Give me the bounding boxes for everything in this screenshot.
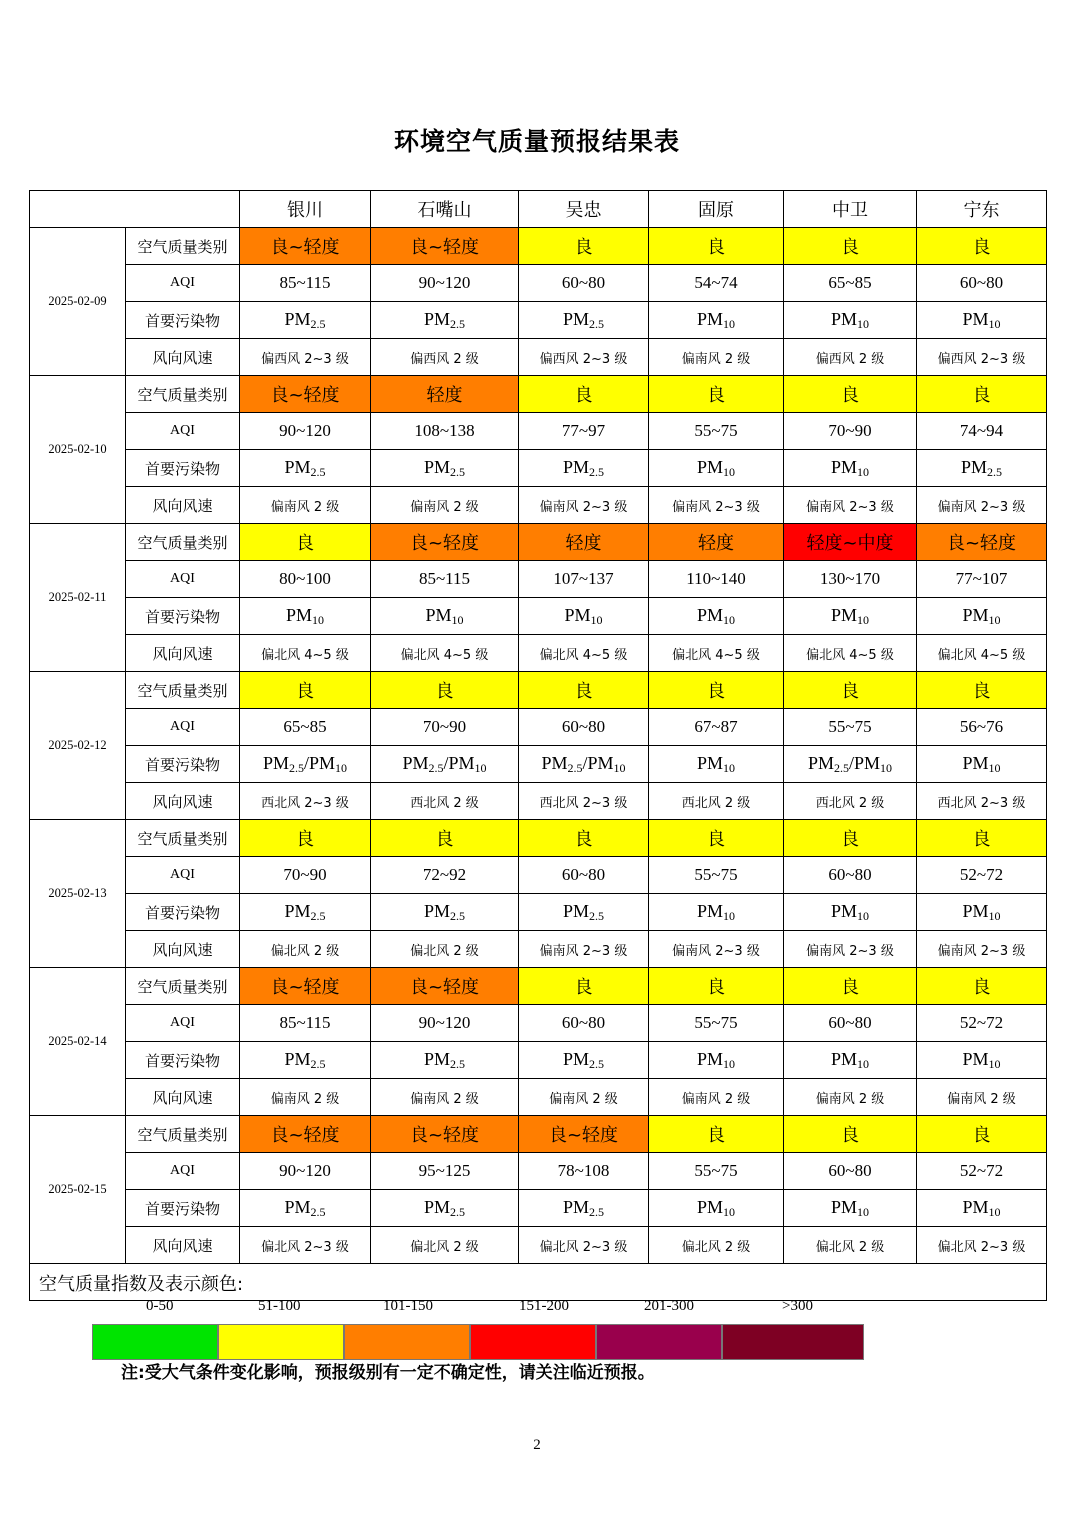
header-corner-cell: [30, 191, 240, 228]
day-category-row: [30, 820, 1047, 857]
day-wind-row: [30, 1227, 1047, 1264]
wind-cell: 偏北风 2~3 级: [917, 1227, 1047, 1264]
aqi-cell: 52~72: [917, 1153, 1047, 1190]
forecast-date: 2025-02-14: [30, 968, 126, 1116]
aqi-cell: 55~75: [649, 413, 784, 450]
wind-cell: 偏南风 2~3 级: [649, 487, 784, 524]
wind-cell: 偏南风 2~3 级: [917, 931, 1047, 968]
day-wind-row: [30, 1079, 1047, 1116]
wind-cell: 偏北风 2 级: [784, 1227, 917, 1264]
day-aqi-row: [30, 561, 1047, 598]
day-wind-row: [30, 339, 1047, 376]
day-pollutant-row: [30, 1190, 1047, 1227]
forecast-date: 2025-02-11: [30, 524, 126, 672]
category-cell: 良: [917, 376, 1047, 413]
aqi-cell: 67~87: [649, 709, 784, 746]
category-cell: 良~轻度: [371, 524, 519, 561]
legend-title: 空气质量指数及表示颜色:: [39, 1274, 244, 1295]
category-cell: 良: [917, 672, 1047, 709]
wind-cell: 偏北风 2 级: [371, 931, 519, 968]
aqi-cell: 60~80: [519, 1005, 649, 1042]
aqi-legend: [30, 1264, 1047, 1314]
forecast-table-body: [30, 191, 1047, 1264]
pollutant-cell: $PM_{2.5}/PM_{10}$: [784, 746, 917, 783]
forecast-date: 2025-02-15: [30, 1116, 126, 1264]
pollutant-cell: $PM_{2.5}$: [371, 1190, 519, 1227]
day-aqi-row: [30, 709, 1047, 746]
category-cell: 良: [519, 820, 649, 857]
row-label-pollutant: 首要污染物: [126, 1042, 240, 1079]
pollutant-cell: $PM_{10}$: [784, 302, 917, 339]
wind-cell: 偏北风 4~5 级: [519, 635, 649, 672]
wind-cell: 偏北风 2~3 级: [240, 1227, 371, 1264]
pollutant-cell: $PM_{10}$: [917, 746, 1047, 783]
row-label-category: 空气质量类别: [126, 1116, 240, 1153]
aqi-cell: 55~75: [649, 857, 784, 894]
wind-cell: 偏南风 2~3 级: [784, 487, 917, 524]
pollutant-cell: $PM_{2.5}$: [240, 450, 371, 487]
day-category-row: [30, 228, 1047, 265]
aqi-cell: 85~115: [371, 561, 519, 598]
legend-range-label: 51-100: [258, 1298, 301, 1314]
category-cell: 良: [649, 968, 784, 1005]
category-cell: 良: [917, 968, 1047, 1005]
day-aqi-row: [30, 857, 1047, 894]
category-cell: 良: [649, 820, 784, 857]
day-category-row: [30, 968, 1047, 1005]
day-category-row: [30, 376, 1047, 413]
aqi-cell: 55~75: [649, 1153, 784, 1190]
legend-color-swatch: [470, 1324, 596, 1360]
aqi-cell: 107~137: [519, 561, 649, 598]
aqi-cell: 60~80: [519, 265, 649, 302]
day-pollutant-row: [30, 598, 1047, 635]
header-row: [30, 191, 1047, 228]
page-number: 2: [533, 1437, 541, 1453]
pollutant-cell: $PM_{2.5}$: [519, 894, 649, 931]
row-label-category: 空气质量类别: [126, 524, 240, 561]
row-label-wind: 风向风速: [126, 339, 240, 376]
wind-cell: 偏北风 2~3 级: [519, 1227, 649, 1264]
day-wind-row: [30, 783, 1047, 820]
wind-cell: 西北风 2~3 级: [917, 783, 1047, 820]
city-header: 中卫: [784, 191, 917, 228]
aqi-cell: 65~85: [240, 709, 371, 746]
wind-cell: 偏北风 2 级: [240, 931, 371, 968]
wind-cell: 偏南风 2 级: [371, 487, 519, 524]
pollutant-cell: $PM_{10}$: [649, 302, 784, 339]
pollutant-cell: $PM_{2.5}$: [240, 1042, 371, 1079]
category-cell: 良~轻度: [371, 228, 519, 265]
legend-range-label: 201-300: [644, 1298, 694, 1314]
aqi-cell: 90~120: [240, 1153, 371, 1190]
row-label-wind: 风向风速: [126, 1227, 240, 1264]
wind-cell: 西北风 2 级: [784, 783, 917, 820]
city-header: 固原: [649, 191, 784, 228]
row-label-category: 空气质量类别: [126, 228, 240, 265]
pollutant-cell: $PM_{10}$: [917, 302, 1047, 339]
pollutant-cell: $PM_{2.5}$: [240, 1190, 371, 1227]
wind-cell: 偏南风 2 级: [784, 1079, 917, 1116]
pollutant-cell: $PM_{10}$: [649, 746, 784, 783]
day-aqi-row: [30, 1153, 1047, 1190]
aqi-cell: 70~90: [371, 709, 519, 746]
pollutant-cell: $PM_{2.5}$: [519, 1042, 649, 1079]
wind-cell: 偏南风 2 级: [240, 487, 371, 524]
pollutant-cell: $PM_{10}$: [917, 1190, 1047, 1227]
wind-cell: 偏北风 4~5 级: [917, 635, 1047, 672]
pollutant-cell: $PM_{2.5}/PM_{10}$: [240, 746, 371, 783]
wind-cell: 偏北风 4~5 级: [784, 635, 917, 672]
aqi-cell: 130~170: [784, 561, 917, 598]
pollutant-cell: $PM_{2.5}$: [371, 894, 519, 931]
category-cell: 良: [371, 820, 519, 857]
legend-color-swatch: [218, 1324, 344, 1360]
pollutant-cell: $PM_{10}$: [784, 450, 917, 487]
row-label-aqi: AQI: [126, 413, 240, 450]
row-label-wind: 风向风速: [126, 635, 240, 672]
day-wind-row: [30, 931, 1047, 968]
wind-cell: 偏南风 2 级: [649, 1079, 784, 1116]
day-category-row: [30, 524, 1047, 561]
wind-cell: 西北风 2 级: [371, 783, 519, 820]
pollutant-cell: $PM_{10}$: [784, 598, 917, 635]
wind-cell: 偏南风 2~3 级: [519, 487, 649, 524]
legend-color-swatch: [344, 1324, 470, 1360]
pollutant-cell: $PM_{2.5}$: [519, 450, 649, 487]
wind-cell: 偏西风 2~3 级: [240, 339, 371, 376]
wind-cell: 偏南风 2~3 级: [649, 931, 784, 968]
pollutant-cell: $PM_{10}$: [784, 1042, 917, 1079]
aqi-cell: 95~125: [371, 1153, 519, 1190]
category-cell: 良: [519, 672, 649, 709]
aqi-cell: 70~90: [784, 413, 917, 450]
category-cell: 良: [519, 376, 649, 413]
pollutant-cell: $PM_{10}$: [917, 894, 1047, 931]
category-cell: 轻度: [371, 376, 519, 413]
legend-color-swatch: [92, 1324, 218, 1360]
wind-cell: 偏西风 2 级: [371, 339, 519, 376]
row-label-aqi: AQI: [126, 265, 240, 302]
row-label-pollutant: 首要污染物: [126, 450, 240, 487]
category-cell: 良: [519, 968, 649, 1005]
day-aqi-row: [30, 265, 1047, 302]
pollutant-cell: $PM_{10}$: [649, 450, 784, 487]
wind-cell: 偏南风 2 级: [519, 1079, 649, 1116]
category-cell: 良: [649, 228, 784, 265]
wind-cell: 偏北风 2 级: [371, 1227, 519, 1264]
pollutant-cell: $PM_{2.5}$: [240, 894, 371, 931]
wind-cell: 西北风 2~3 级: [519, 783, 649, 820]
category-cell: 良: [784, 672, 917, 709]
day-category-row: [30, 672, 1047, 709]
pollutant-cell: $PM_{10}$: [917, 598, 1047, 635]
aqi-cell: 70~90: [240, 857, 371, 894]
category-cell: 良~轻度: [519, 1116, 649, 1153]
pollutant-cell: $PM_{10}$: [371, 598, 519, 635]
legend-row: [30, 1264, 1047, 1301]
day-aqi-row: [30, 1005, 1047, 1042]
city-header: 宁东: [917, 191, 1047, 228]
category-cell: 良~轻度: [917, 524, 1047, 561]
pollutant-cell: $PM_{10}$: [649, 1042, 784, 1079]
wind-cell: 偏南风 2~3 级: [917, 487, 1047, 524]
row-label-wind: 风向风速: [126, 487, 240, 524]
day-pollutant-row: [30, 302, 1047, 339]
pollutant-cell: $PM_{10}$: [519, 598, 649, 635]
row-label-wind: 风向风速: [126, 783, 240, 820]
aqi-cell: 60~80: [519, 709, 649, 746]
wind-cell: 偏北风 4~5 级: [240, 635, 371, 672]
day-pollutant-row: [30, 1042, 1047, 1079]
category-cell: 良: [519, 228, 649, 265]
row-label-wind: 风向风速: [126, 1079, 240, 1116]
city-header: 石嘴山: [371, 191, 519, 228]
category-cell: 良~轻度: [371, 1116, 519, 1153]
legend-range-label: 0-50: [146, 1298, 174, 1314]
wind-cell: 偏南风 2~3 级: [519, 931, 649, 968]
aqi-cell: 60~80: [519, 857, 649, 894]
aqi-cell: 60~80: [784, 1005, 917, 1042]
aqi-cell: 80~100: [240, 561, 371, 598]
category-cell: 良: [784, 968, 917, 1005]
aqi-cell: 110~140: [649, 561, 784, 598]
category-cell: 良~轻度: [240, 1116, 371, 1153]
wind-cell: 偏北风 4~5 级: [371, 635, 519, 672]
category-cell: 轻度: [649, 524, 784, 561]
day-aqi-row: [30, 413, 1047, 450]
row-label-aqi: AQI: [126, 1005, 240, 1042]
legend-color-swatch: [722, 1324, 864, 1360]
legend-range-label: 151-200: [519, 1298, 569, 1314]
pollutant-cell: $PM_{2.5}$: [519, 302, 649, 339]
aqi-cell: 55~75: [784, 709, 917, 746]
category-cell: 良: [917, 820, 1047, 857]
page-title: 环境空气质量预报结果表: [393, 127, 680, 156]
category-cell: 良: [649, 376, 784, 413]
category-cell: 良: [784, 228, 917, 265]
day-pollutant-row: [30, 450, 1047, 487]
category-cell: 良~轻度: [240, 228, 371, 265]
aqi-cell: 52~72: [917, 1005, 1047, 1042]
category-cell: 良: [917, 228, 1047, 265]
row-label-category: 空气质量类别: [126, 968, 240, 1005]
pollutant-cell: $PM_{10}$: [649, 894, 784, 931]
aqi-cell: 90~120: [371, 265, 519, 302]
category-cell: 良~轻度: [371, 968, 519, 1005]
city-header: 银川: [240, 191, 371, 228]
pollutant-cell: $PM_{2.5}/PM_{10}$: [519, 746, 649, 783]
pollutant-cell: $PM_{2.5}$: [917, 450, 1047, 487]
row-label-wind: 风向风速: [126, 931, 240, 968]
wind-cell: 偏北风 4~5 级: [649, 635, 784, 672]
pollutant-cell: $PM_{10}$: [784, 894, 917, 931]
aqi-cell: 60~80: [784, 857, 917, 894]
category-cell: 轻度~中度: [784, 524, 917, 561]
aqi-cell: 54~74: [649, 265, 784, 302]
row-label-category: 空气质量类别: [126, 376, 240, 413]
wind-cell: 偏北风 2 级: [649, 1227, 784, 1264]
row-label-aqi: AQI: [126, 857, 240, 894]
aqi-cell: 52~72: [917, 857, 1047, 894]
wind-cell: 偏南风 2 级: [649, 339, 784, 376]
row-label-aqi: AQI: [126, 709, 240, 746]
aqi-cell: 60~80: [917, 265, 1047, 302]
aqi-cell: 90~120: [371, 1005, 519, 1042]
wind-cell: 偏西风 2~3 级: [917, 339, 1047, 376]
category-cell: 良: [917, 1116, 1047, 1153]
wind-cell: 西北风 2~3 级: [240, 783, 371, 820]
pollutant-cell: $PM_{10}$: [649, 598, 784, 635]
category-cell: 良: [649, 1116, 784, 1153]
row-label-pollutant: 首要污染物: [126, 894, 240, 931]
category-cell: 良~轻度: [240, 376, 371, 413]
row-label-category: 空气质量类别: [126, 820, 240, 857]
aqi-cell: 77~107: [917, 561, 1047, 598]
legend-color-swatch: [596, 1324, 722, 1360]
row-label-aqi: AQI: [126, 1153, 240, 1190]
pollutant-cell: $PM_{2.5}$: [371, 1042, 519, 1079]
pollutant-cell: $PM_{10}$: [784, 1190, 917, 1227]
aqi-cell: 72~92: [371, 857, 519, 894]
wind-cell: 偏西风 2~3 级: [519, 339, 649, 376]
row-label-pollutant: 首要污染物: [126, 302, 240, 339]
day-pollutant-row: [30, 746, 1047, 783]
pollutant-cell: $PM_{2.5}$: [371, 302, 519, 339]
forecast-date: 2025-02-10: [30, 376, 126, 524]
forecast-note: 注:受大气条件变化影响，预报级别有一定不确定性，请关注临近预报。: [121, 1363, 655, 1383]
aqi-cell: 78~108: [519, 1153, 649, 1190]
city-header: 吴忠: [519, 191, 649, 228]
aqi-cell: 65~85: [784, 265, 917, 302]
category-cell: 良: [371, 672, 519, 709]
day-category-row: [30, 1116, 1047, 1153]
pollutant-cell: $PM_{10}$: [240, 598, 371, 635]
forecast-table: [29, 190, 1047, 1314]
category-cell: 良: [649, 672, 784, 709]
wind-cell: 西北风 2 级: [649, 783, 784, 820]
aqi-cell: 90~120: [240, 413, 371, 450]
aqi-cell: 60~80: [784, 1153, 917, 1190]
row-label-aqi: AQI: [126, 561, 240, 598]
aqi-cell: 55~75: [649, 1005, 784, 1042]
pollutant-cell: $PM_{2.5}$: [240, 302, 371, 339]
category-cell: 良: [240, 524, 371, 561]
aqi-cell: 108~138: [371, 413, 519, 450]
day-wind-row: [30, 487, 1047, 524]
category-cell: 良: [784, 820, 917, 857]
category-cell: 良: [784, 1116, 917, 1153]
wind-cell: 偏西风 2 级: [784, 339, 917, 376]
category-cell: 良: [784, 376, 917, 413]
category-cell: 良: [240, 820, 371, 857]
pollutant-cell: $PM_{2.5}$: [519, 1190, 649, 1227]
aqi-cell: 85~115: [240, 1005, 371, 1042]
wind-cell: 偏南风 2 级: [371, 1079, 519, 1116]
aqi-cell: 77~97: [519, 413, 649, 450]
row-label-pollutant: 首要污染物: [126, 746, 240, 783]
forecast-date: 2025-02-12: [30, 672, 126, 820]
pollutant-cell: $PM_{10}$: [917, 1042, 1047, 1079]
category-cell: 良~轻度: [240, 968, 371, 1005]
row-label-pollutant: 首要污染物: [126, 598, 240, 635]
row-label-category: 空气质量类别: [126, 672, 240, 709]
day-wind-row: [30, 635, 1047, 672]
forecast-date: 2025-02-13: [30, 820, 126, 968]
pollutant-cell: $PM_{2.5}/PM_{10}$: [371, 746, 519, 783]
pollutant-cell: $PM_{2.5}$: [371, 450, 519, 487]
legend-range-label: >300: [782, 1298, 813, 1314]
aqi-cell: 74~94: [917, 413, 1047, 450]
wind-cell: 偏南风 2 级: [917, 1079, 1047, 1116]
pollutant-cell: $PM_{10}$: [649, 1190, 784, 1227]
category-cell: 良: [240, 672, 371, 709]
wind-cell: 偏南风 2 级: [240, 1079, 371, 1116]
wind-cell: 偏南风 2~3 级: [784, 931, 917, 968]
aqi-cell: 85~115: [240, 265, 371, 302]
category-cell: 轻度: [519, 524, 649, 561]
aqi-cell: 56~76: [917, 709, 1047, 746]
row-label-pollutant: 首要污染物: [126, 1190, 240, 1227]
day-pollutant-row: [30, 894, 1047, 931]
legend-range-label: 101-150: [383, 1298, 433, 1314]
forecast-date: 2025-02-09: [30, 228, 126, 376]
